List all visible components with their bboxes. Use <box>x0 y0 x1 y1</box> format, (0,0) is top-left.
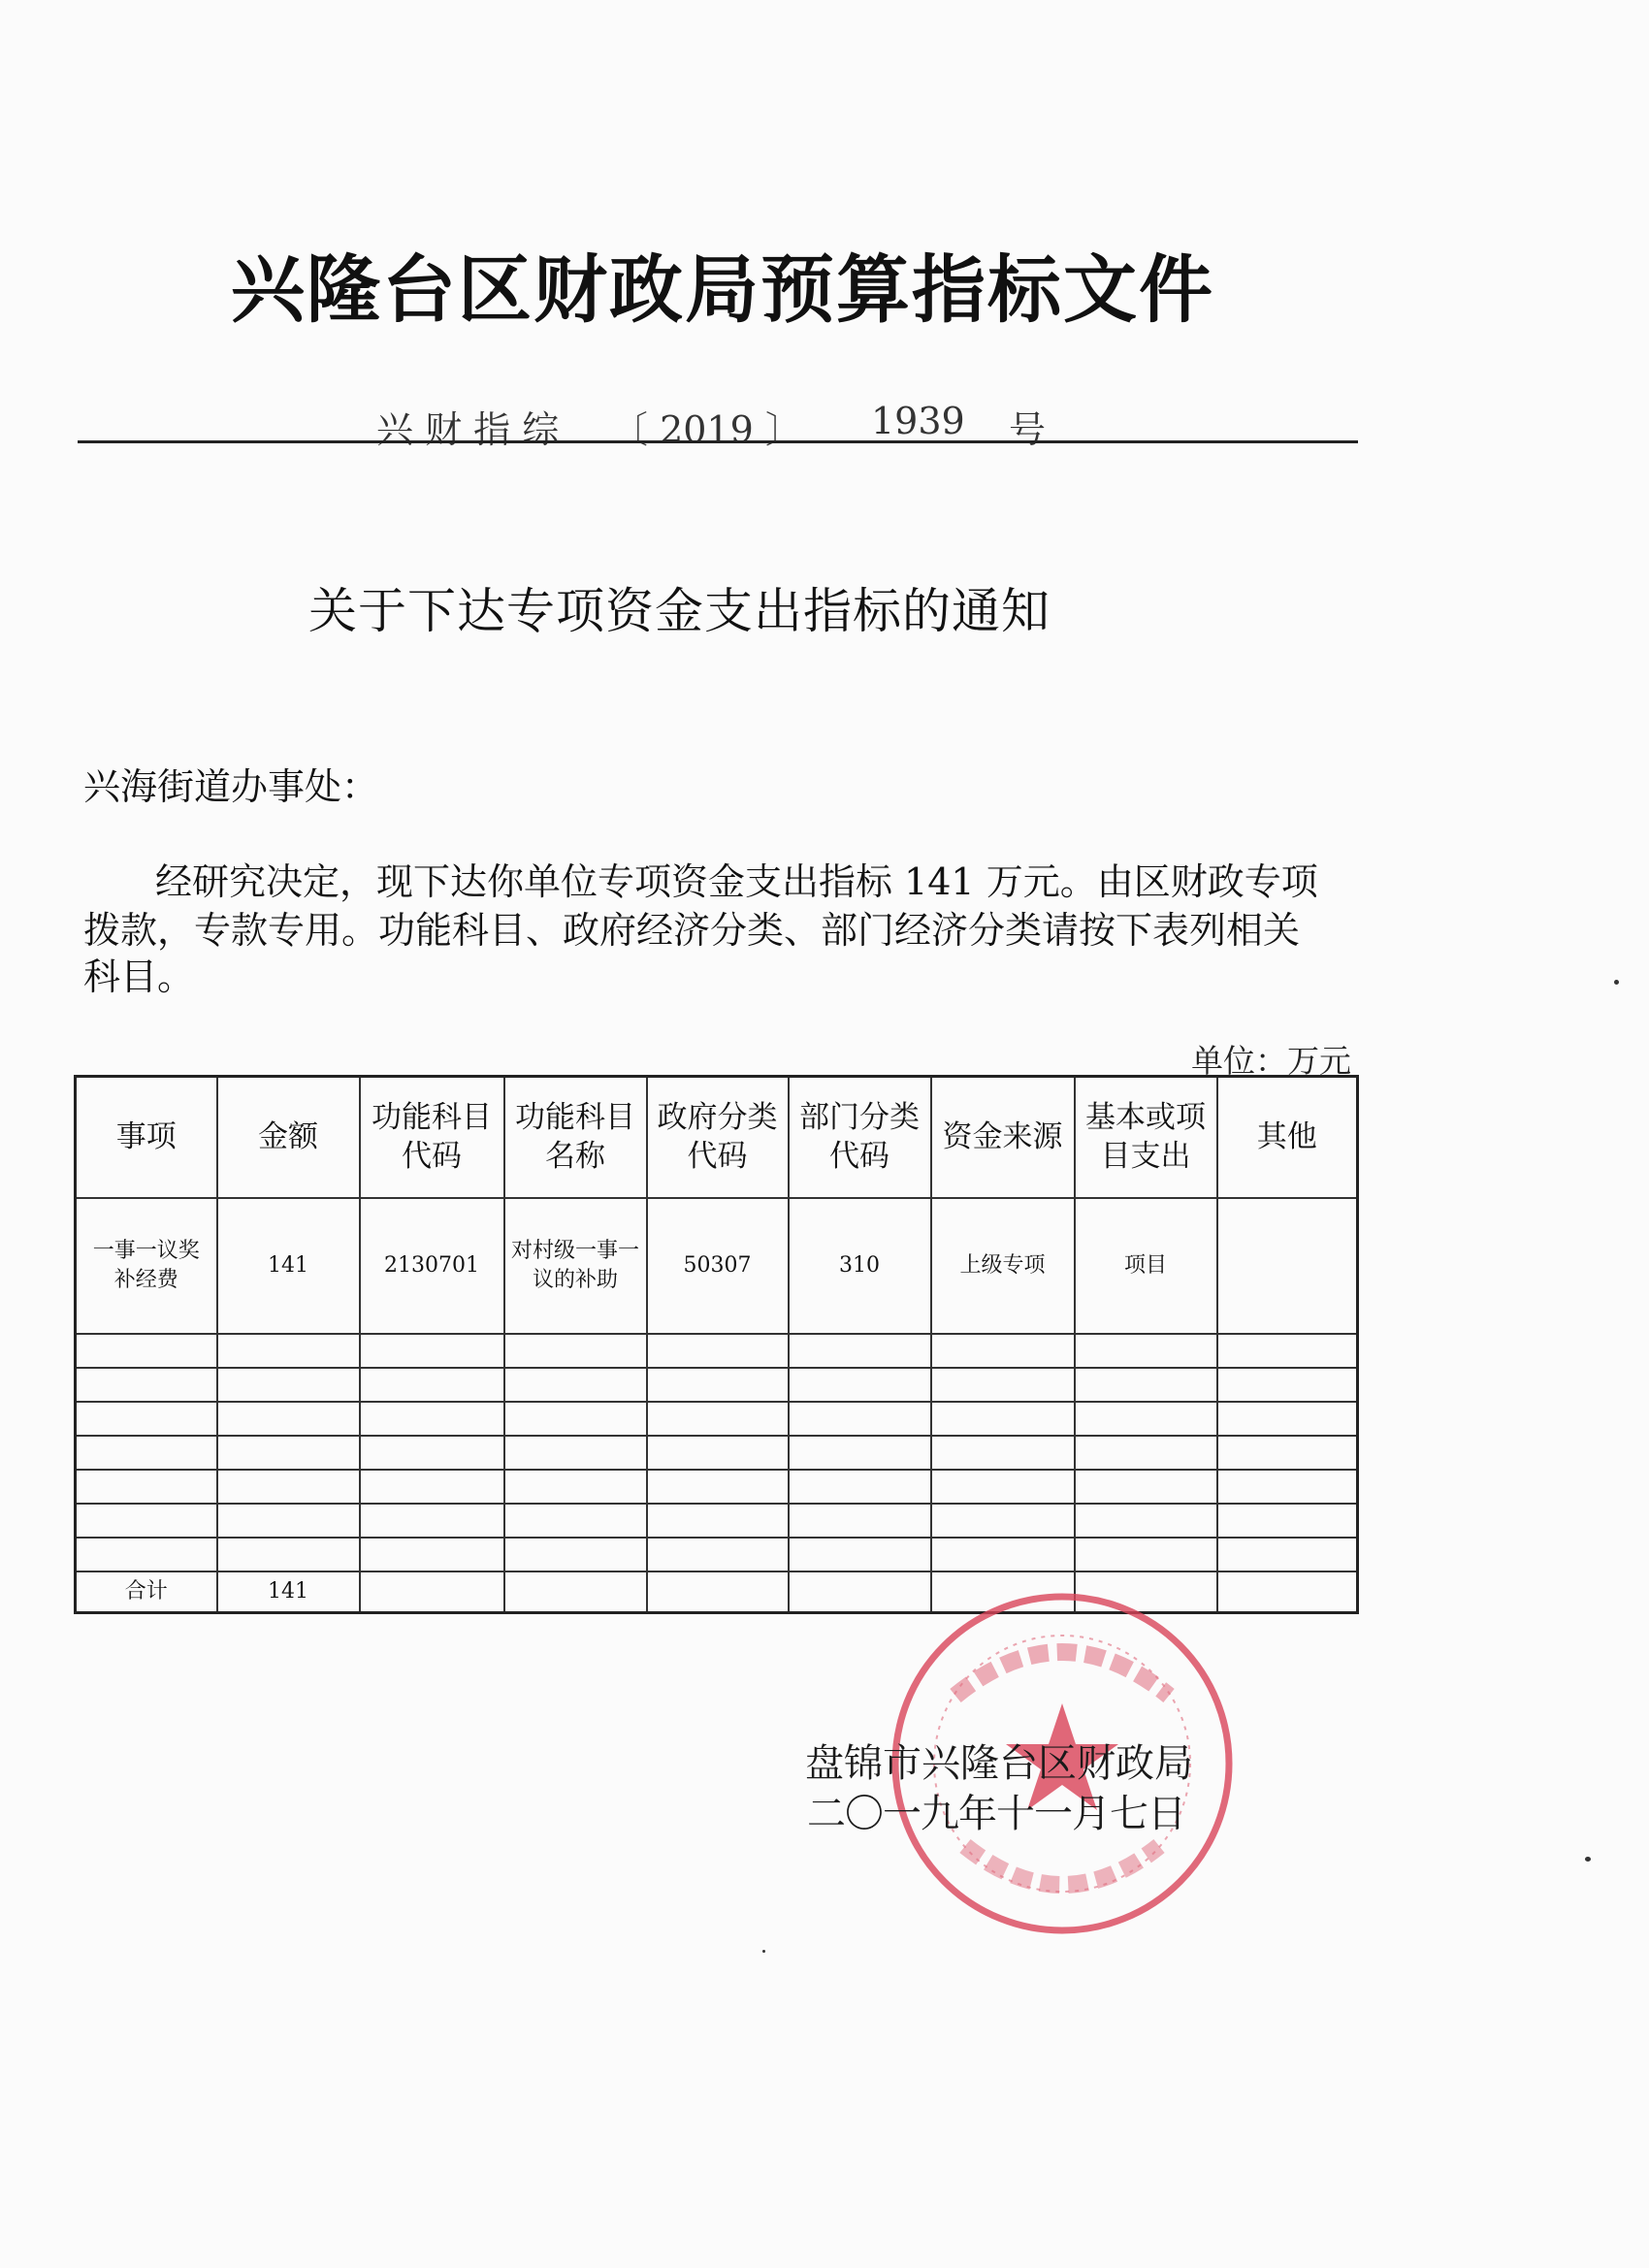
cell-func-code: 2130701 <box>360 1198 504 1334</box>
unit-label: 单位：万元 <box>1191 1042 1351 1080</box>
body-paragraph-line: 科目。 <box>83 956 195 998</box>
header-divider <box>78 440 1358 443</box>
header-cell-amount: 金额 <box>217 1077 360 1198</box>
cell-dept-code: 310 <box>789 1198 931 1334</box>
table-row-empty <box>76 1538 1358 1571</box>
cell-gov-code: 50307 <box>647 1198 789 1334</box>
issuer-name: 盘锦市兴隆台区财政局 <box>805 1741 1193 1786</box>
table-row <box>76 1198 1358 1334</box>
table-header-row <box>76 1077 1358 1198</box>
doc-number-year: 〔 2019 〕 <box>611 408 802 451</box>
doc-number-value: 1939 <box>871 400 965 442</box>
notice-title: 关于下达专项资金支出指标的通知 <box>308 583 1051 639</box>
doc-number-prefix: 兴 财 指 综 <box>376 408 560 451</box>
header-cell-source: 资金来源 <box>931 1077 1075 1198</box>
total-amount: 141 <box>217 1571 360 1613</box>
table-row-empty <box>76 1368 1358 1402</box>
header-cell-func-name: 功能科目 名称 <box>504 1077 647 1198</box>
allocation-table <box>74 1075 1359 1614</box>
scan-speck <box>762 1950 765 1953</box>
body-paragraph-line: 拨款，专款专用。功能科目、政府经济分类、部门经济分类请按下表列相关 <box>83 909 1301 952</box>
body-paragraph-line: 经研究决定，现下达你单位专项资金支出指标 141 万元。由区财政专项 <box>155 860 1318 903</box>
header-cell-gov-code: 政府分类 代码 <box>647 1077 789 1198</box>
scan-speck <box>1614 980 1619 985</box>
table-row-empty <box>76 1470 1358 1504</box>
table-row-empty <box>76 1334 1358 1368</box>
document-header-title: 兴隆台区财政局预算指标文件 <box>231 246 1214 333</box>
table-row-empty <box>76 1402 1358 1436</box>
table-row-empty <box>76 1504 1358 1538</box>
header-cell-func-code: 功能科目 代码 <box>360 1077 504 1198</box>
header-cell-type: 基本或项 目支出 <box>1075 1077 1217 1198</box>
cell-type: 项目 <box>1075 1198 1217 1334</box>
table-row-empty <box>76 1436 1358 1470</box>
header-cell-dept-code: 部门分类 代码 <box>789 1077 931 1198</box>
doc-number-suffix: 号 <box>1009 408 1047 451</box>
header-cell-other: 其他 <box>1217 1077 1358 1198</box>
cell-func-name: 对村级一事一 议的补助 <box>504 1198 647 1334</box>
cell-other <box>1217 1198 1358 1334</box>
total-label: 合计 <box>76 1571 217 1613</box>
cell-item: 一事一议奖 补经费 <box>76 1198 217 1334</box>
addressee: 兴海街道办事处： <box>83 765 379 808</box>
cell-amount: 141 <box>217 1198 360 1334</box>
scan-speck <box>1585 1857 1591 1862</box>
cell-source: 上级专项 <box>931 1198 1075 1334</box>
issue-date: 二〇一九年十一月七日 <box>807 1792 1185 1836</box>
header-cell-item: 事项 <box>76 1077 217 1198</box>
